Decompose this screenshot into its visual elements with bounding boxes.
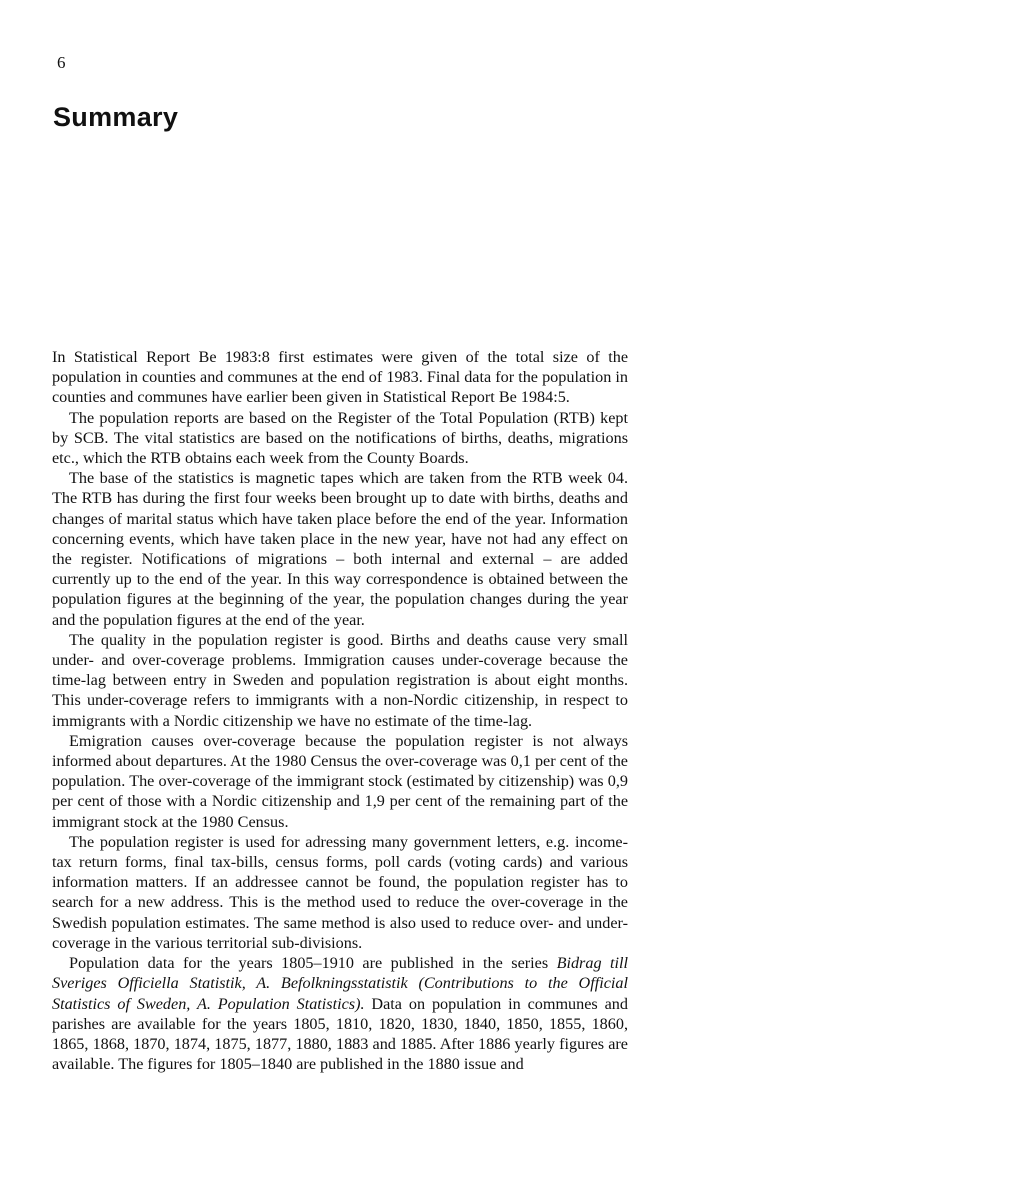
paragraph-historical-data <box>52 953 628 1074</box>
paragraph-intro: In Statistical Report Be 1983:8 first estimates were given of the total size of the population in counties and communes at the end of 1983. Final data for the population in counties and communes have earlier been given in Statistical Report Be 1984:5. <box>52 348 628 407</box>
page-number: 6 <box>57 53 66 72</box>
paragraph-magnetic-tapes: The base of the statistics is magnetic tapes which are taken from the RTB week 04. The RTB has during the first four weeks been brought up to date with births, deaths and changes of marital status which have taken place before the end of the year. Information concerning events, which have taken place in the new year, have not had any effect on the register. Notifications of migrations – both internal and external – are added currently up to the end of the year. In this way correspondence is obtained between the population figures at the beginning of the year, the population changes during the year and the population figures at the end of the year. <box>52 469 628 629</box>
summary-body <box>52 347 628 1074</box>
page-title: Summary <box>53 102 179 132</box>
paragraph-lead: Population data for the years 1805–1910 are published in the series <box>69 954 557 973</box>
paragraph-rest: Data on population in communes and parishes are available for the years 1805, 1810, 1820, 1830, 1840, 1850, 1855, 1860, 1865, 1868, 1870, 1874, 1875, 1877, 1880, 1883 and 1885. After 1886 yearly figures are available. The figures for 1805–1840 are published in the 1880 issue and <box>52 994 628 1074</box>
paragraph-addressing: The population register is used for adressing many government letters, e.g. income-tax return forms, final tax-bills, census forms, poll cards (voting cards) and various information matters. If an addressee cannot be found, the population register has to search for a new address. This is the method used to reduce the over-coverage in the Swedish population estimates. The same method is also used to reduce over- and under-coverage in the various territorial sub-divisions. <box>52 832 628 952</box>
series-title: Bidrag till Sveriges Officiella Statistik, A. Befolkningsstatistik (Contributions to the Official Statistics of Sweden, A. Population Statistics). <box>52 954 628 1013</box>
paragraph-emigration: Emigration causes over-coverage because the population register is not always informed about departures. At the 1980 Census the over-coverage was 0,1 per cent of the population. The over-coverage of the immigrant stock (estimated by citizenship) was 0,9 per cent of those with a Nordic citizenship and 1,9 per cent of the remaining part of the immigrant stock at the 1980 Census. <box>52 731 628 831</box>
paragraph-register: The population reports are based on the Register of the Total Population (RTB) kept by SCB. The vital statistics are based on the notifications of births, deaths, migrations etc., which the RTB obtains each week from the County Boards. <box>52 408 628 468</box>
paragraph-quality: The quality in the population register is good. Births and deaths cause very small under- and over-coverage problems. Immigration causes under-coverage because the time-lag between entry in Sweden and population registration is about eight months. This under-coverage refers to immigrants with a non-Nordic citizenship, in respect to immigrants with a Nordic citizenship we have no estimate of the time-lag. <box>52 630 628 730</box>
